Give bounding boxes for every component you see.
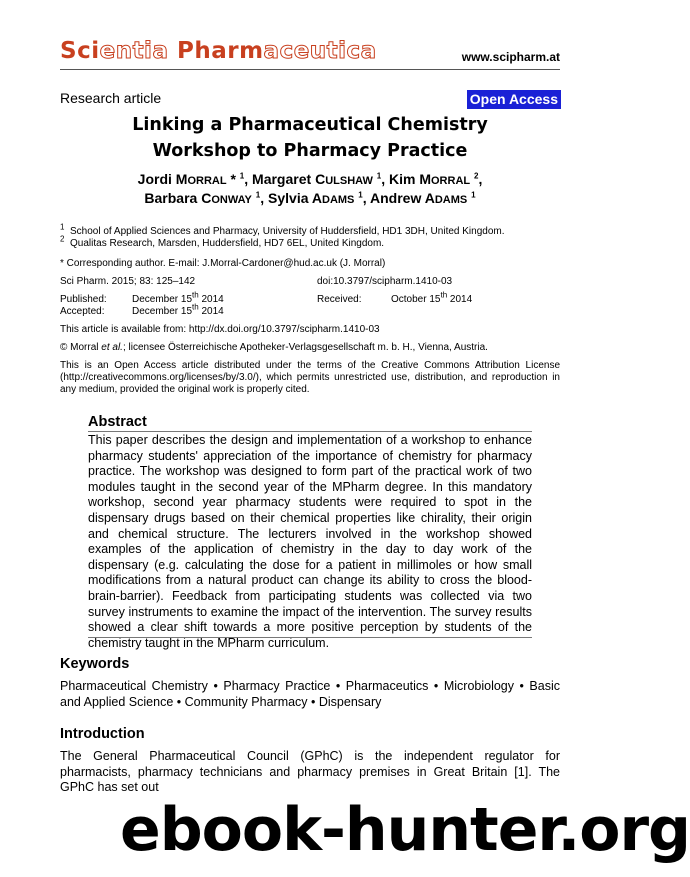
author: Barbara CONWAY $^1$, [144,190,269,206]
article-title [60,112,560,164]
copyright: © Morral et al.; licensee Österreichische Apotheker-Verlagsgesellschaft m. b. H., Vienna, Austria. [60,342,488,353]
citation: Sci Pharm. 2015; 83: 125–142 [60,276,196,287]
received-label: Received: [317,294,362,305]
corresponding-author: * Corresponding author. E-mail: J.Morral-Cardoner@hud.ac.uk (J. Morral) [60,258,386,269]
author: Margaret CULSHAW $^1$, [252,171,389,187]
abstract-heading: Abstract [88,414,147,430]
author-list [60,171,560,209]
affiliation: $^1$ School of Applied Sciences and Pharmacy, University of Huddersfield, HD1 3DH, United Kingdom. [60,222,505,237]
author-line-1 [60,171,560,190]
affiliations [60,222,560,250]
published-label: Published: [60,294,107,305]
abstract-bottom-rule [88,637,532,638]
author-line-2 [60,190,560,209]
open-access-badge: Open Access [467,90,561,109]
title-line-1: Linking a Pharmaceutical Chemistry [132,115,488,135]
author: Andrew ADAMS $^1$ [370,190,476,206]
received-date: October 15th 2014 [391,290,473,305]
keywords-list: Pharmaceutical Chemistry • Pharmacy Practice • Pharmaceutics • Microbiology • Basic and Applied Science • Community Pharmacy • Dispensary [60,679,560,709]
accepted-date: December 15th 2014 [132,302,224,317]
watermark: ebook-hunter.org [120,795,690,865]
keywords-heading: Keywords [60,656,130,672]
header-divider [60,69,560,70]
article-type: Research article [60,90,162,106]
journal-website-link[interactable]: www.scipharm.at [461,50,560,64]
availability-link[interactable]: This article is available from: http://dx.doi.org/10.3797/scipharm.1410-03 [60,324,380,335]
introduction-body: The General Pharmaceutical Council (GPhC) is the independent regulator for pharmacists, pharmacy technicians and pharmacy premises in Great Britain [1]. The GPhC has set out [60,749,560,795]
accepted-label: Accepted: [60,306,105,317]
journal-logo: Scientia Pharmaceutica [60,38,377,64]
license-statement: This is an Open Access article distributed under the terms of the Creative Commons Attribution License (http://creativecommons.org/licenses/by/3.0/), which permits unrestricted use, distribution, and reproduction in any medium, provided the original work is properly cited. [60,360,560,395]
author: Kim MORRAL $^2$, [388,171,483,187]
abstract-top-rule [88,431,532,432]
published-date: December 15th 2014 [132,290,224,305]
author: Sylvia ADAMS $^1$, [268,190,370,206]
doi: doi:10.3797/scipharm.1410-03 [317,276,453,287]
affiliation: $^2$ Qualitas Research, Marsden, Huddersfield, HD7 6EL, United Kingdom. [60,234,385,249]
introduction-heading: Introduction [60,726,145,742]
author: Jordi MORRAL * $^1$, [137,171,253,187]
abstract-body: This paper describes the design and implementation of a workshop to enhance pharmacy students' appreciation of the importance of chemistry for pharmacy practice. The workshop was designed to form part of the practical work of two modules taught in the second year of the MPharm degree. In this mandatory workshop, second year pharmacy students were required to spot in the dispensary drugs based on their chemical properties like chirality, their origin and chemical structure. The lecturers involved in the workshop showed examples of the application of chemistry in the day to day work of the dispensary (e.g. calculating the dose for a patient in millimoles or how small modifications from a natural product can change its ability to cross the blood-brain-barrier). Feedback from participating students was collected via two survey instruments to examine the impact of the intervention. The survey results showed a clear shift towards a more positive perception by students of the chemistry taught in the MPharm curriculum. [88,433,532,650]
title-line-2: Workshop to Pharmacy Practice [152,141,468,161]
